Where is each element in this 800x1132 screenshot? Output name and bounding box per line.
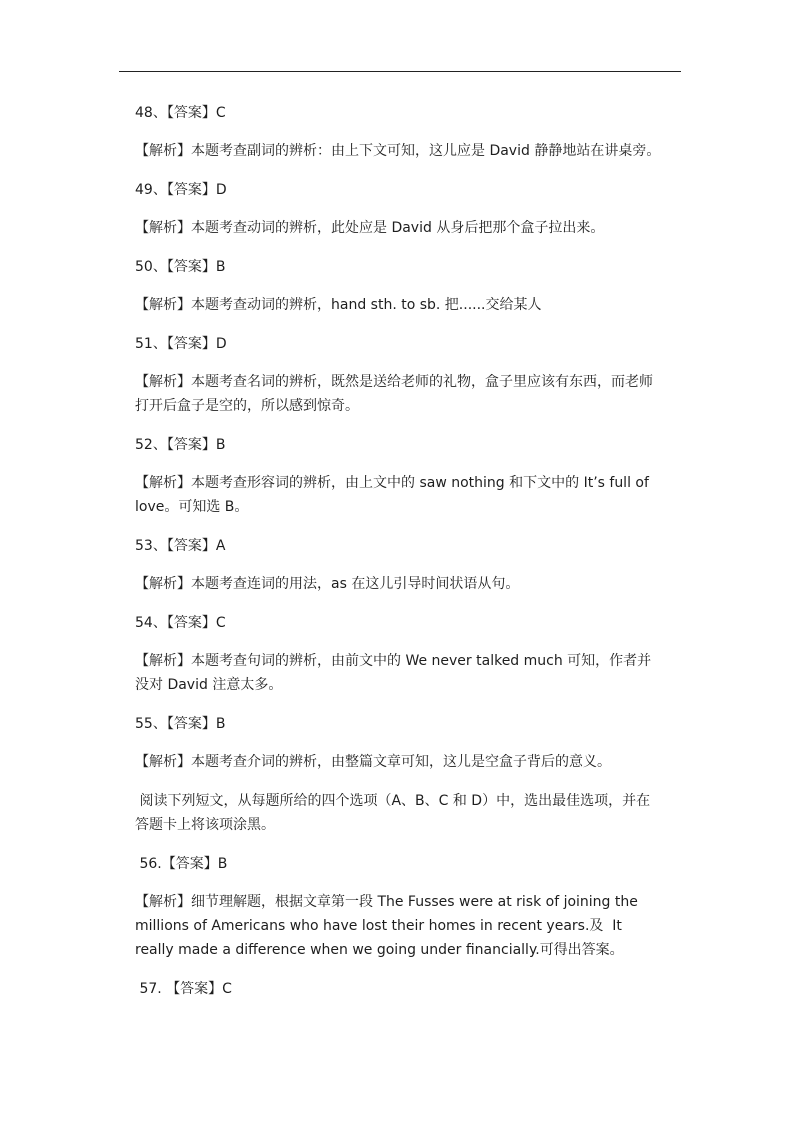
answer-50: 50、【答案】B <box>135 259 226 275</box>
explanation-55: 【解析】本题考查介词的辨析，由整篇文章可知，这儿是空盒子背后的意义。 <box>135 754 611 770</box>
answer-49: 49、【答案】D <box>135 182 227 198</box>
explanation-52: 【解析】本题考查形容词的辨析，由上文中的 saw nothing 和下文中的 It’s full of love。可知选 B。 <box>135 475 649 515</box>
explanation-54: 【解析】本题考查句词的辨析，由前文中的 We never talked much 可知，作者并 没对 David 注意太多。 <box>135 653 652 693</box>
answer-51: 51、【答案】D <box>135 336 227 352</box>
answer-list <box>135 101 661 1015</box>
explanation-51: 【解析】本题考查名词的辨析，既然是送给老师的礼物，盒子里应该有东西，而老师 打开后盒子是空的，所以感到惊奇。 <box>135 374 653 414</box>
explanation-50: 【解析】本题考查动词的辨析，hand sth. to sb. 把......交给某人 <box>135 297 542 313</box>
answer-57: 57. 【答案】C <box>135 981 232 997</box>
header-rule <box>119 71 681 72</box>
answer-54: 54、【答案】C <box>135 615 226 631</box>
answer-55: 55、【答案】B <box>135 716 226 732</box>
reading-instruction: 阅读下列短文，从每题所给的四个选项（A、B、C 和 D）中，选出最佳选项，并在 答题卡上将该项涂黑。 <box>135 793 651 833</box>
answer-56: 56.【答案】B <box>135 856 228 872</box>
explanation-49: 【解析】本题考查动词的辨析，此处应是 David 从身后把那个盒子拉出来。 <box>135 220 605 236</box>
answer-53: 53、【答案】A <box>135 538 226 554</box>
explanation-48: 【解析】本题考查副词的辨析：由上下文可知，这儿应是 David 静静地站在讲桌旁。 <box>135 143 661 159</box>
explanation-53: 【解析】本题考查连词的用法，as 在这儿引导时间状语从句。 <box>135 576 520 592</box>
explanation-56: 【解析】细节理解题，根据文章第一段 The Fusses were at risk of joining the millions of Americans who have lost their homes in recent years.及 It really made a difference when we going under financially.可得出答案。 <box>135 894 638 958</box>
answer-48: 48、【答案】C <box>135 105 226 121</box>
answer-52: 52、【答案】B <box>135 437 226 453</box>
